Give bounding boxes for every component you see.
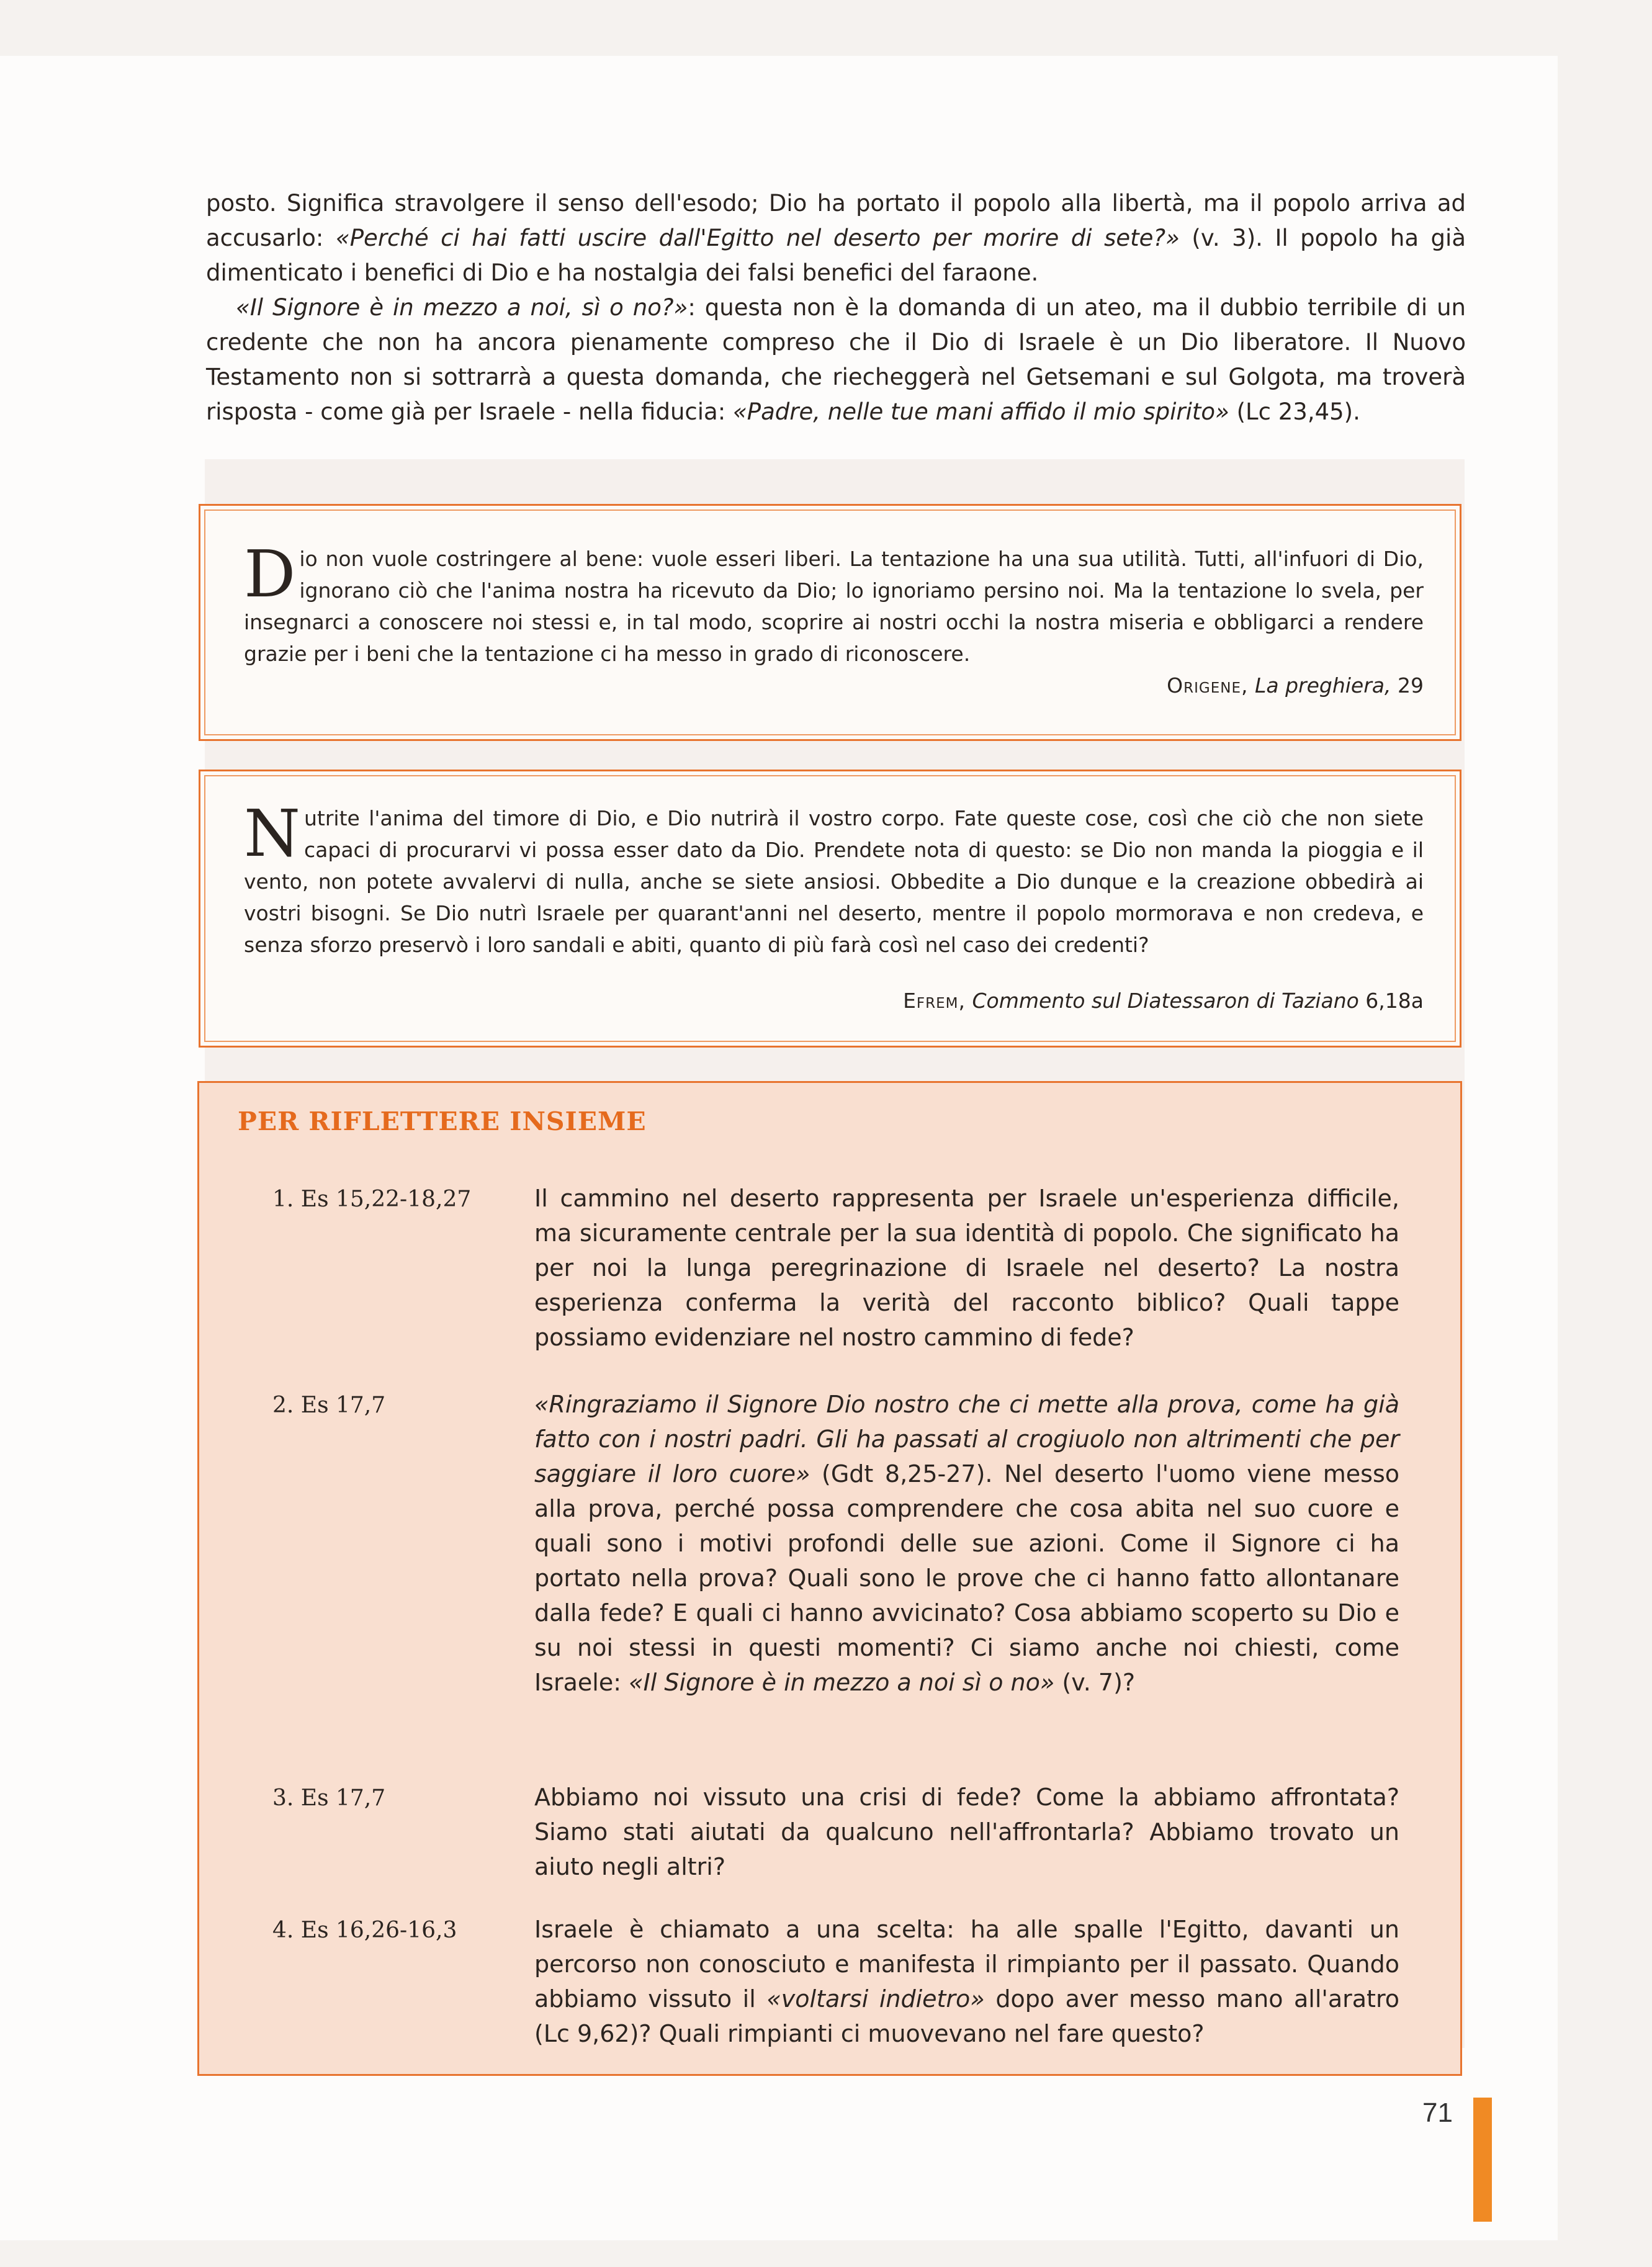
intro-p2-text-a: : questa non è la domanda di un ateo, ma il dubbio terribile di un credente che non ha ancora pienamente compreso che il Dio di Israele è un Dio liberatore. Il Nuovo Testamento non si sottrarrà a questa domanda, che riecheggerà nel Getsemani e sul Golgota, ma troverà risposta - come già per Israele - nella fiducia: bbox=[206, 294, 1466, 425]
reflection-text-2-body-a: (Gdt 8,25-27). Nel deserto l'uomo viene messo alla prova, perché possa comprendere che cosa abita nel suo cuore e quali sono i motivi profondi delle sue azioni. Come il Signore ci ha portato nella prova? Quali sono le prove che ci hanno fatto allontanare dalla fede? E quali ci hanno avvicinato? Cosa abbiamo scoperto su Dio e su noi stessi in questi momenti? Ci siamo anche noi chiesti, come Israele: bbox=[534, 1460, 1400, 1696]
quote-box-efrem bbox=[199, 770, 1461, 1048]
reflection-text-2 bbox=[534, 1387, 1399, 1700]
reflection-text-2-body-b: (v. 7)? bbox=[1054, 1669, 1136, 1696]
intro-paragraph-2 bbox=[206, 290, 1466, 429]
intro-p2-quote-2: «Padre, nelle tue mani affido il mio spirito» bbox=[732, 398, 1229, 425]
reflection-text-3-body: Abbiamo noi vissuto una crisi di fede? Come la abbiamo affrontata? Siamo stati aiutati da qualcuno nell'affrontarla? Abbiamo trovato un aiuto negli altri? bbox=[534, 1784, 1399, 1880]
author-efrem: Efrem, bbox=[903, 989, 966, 1013]
intro-paragraph-1 bbox=[206, 186, 1466, 290]
work-origene: La preghiera, bbox=[1254, 673, 1391, 698]
reflection-ref-1: 1. Es 15,22-18,27 bbox=[272, 1187, 472, 1212]
ref-efrem: 6,18a bbox=[1358, 989, 1424, 1013]
ref-origene: 29 bbox=[1391, 673, 1424, 698]
reflection-ref-3: 3. Es 17,7 bbox=[272, 1785, 386, 1811]
intro-p1-text-b: (v. 3). Il popolo ha già dimenticato i benefici di Dio e ha nostalgia dei falsi benefici del faraone. bbox=[206, 225, 1466, 286]
intro-p2-quote-1: «Il Signore è in mezzo a noi, sì o no?» bbox=[236, 294, 688, 321]
dropcap-d: D bbox=[244, 536, 296, 612]
attribution-efrem bbox=[903, 989, 1424, 1013]
reflection-ref-4: 4. Es 16,26-16,3 bbox=[272, 1918, 457, 1943]
page-edge-bar bbox=[1473, 2098, 1492, 2222]
reflection-box bbox=[197, 1081, 1462, 2076]
reflection-text-4 bbox=[534, 1912, 1399, 2051]
reflection-text-4-body-b: dopo aver messo mano all'aratro (Lc 9,62)? Quali rimpianti ci muovevano nel fare questo? bbox=[534, 1985, 1399, 2047]
quote-body-origene: io non vuole costringere al bene: vuole esseri liberi. La tentazione ha una sua utilità. Tutti, all'infuori di Dio, ignorano ciò che l'anima nostra ha ricevuto da Dio; lo ignoriamo persino noi. Ma la tentazione lo svela, per insegnarci a conoscere noi stessi e, in tal modo, scoprire ai nostri occhi la nostra miseria e obbligarci a rendere grazie per i beni che la tentazione ci ha messo in grado di riconoscere. bbox=[244, 547, 1424, 666]
reflection-text-1 bbox=[534, 1181, 1399, 1355]
quote-body-efrem: utrite l'anima del timore di Dio, e Dio nutrirà il vostro corpo. Fate queste cose, così che ciò che non siete capaci di procurarvi vi possa esser dato da Dio. Prendete nota di questo: se Dio non manda la pioggia e il vento, non potete avvalervi di nulla, anche se siete ansiosi. Obbedite a Dio dunque e la creazione obbedirà ai vostri bisogni. Se Dio nutrì Israele per quarant'anni nel deserto, mentre il popolo mormorava e non credeva, e senza sforzo preservò i loro sandali e abiti, quanto di più farà così nel caso dei credenti? bbox=[244, 806, 1424, 957]
reflection-text-4-quote: «voltarsi indietro» bbox=[766, 1985, 985, 2013]
page-number: 71 bbox=[1422, 2098, 1453, 2128]
author-origene: Origene, bbox=[1167, 673, 1249, 698]
attribution-origene bbox=[1167, 673, 1424, 698]
intro-p1-quote: «Perché ci hai fatti uscire dall'Egitto nel deserto per morire di sete?» bbox=[335, 225, 1180, 251]
reflection-text-1-body: Il cammino nel deserto rappresenta per Israele un'esperienza difficile, ma sicuramente centrale per la sua identità di popolo. Che significato ha per noi la lunga peregrinazione di Israele nel deserto? La nostra esperienza conferma la verità del racconto biblico? Quali tappe possiamo evidenziare nel nostro cammino di fede? bbox=[534, 1185, 1399, 1351]
reflection-text-3 bbox=[534, 1780, 1399, 1884]
work-efrem: Commento sul Diatessaron di Taziano bbox=[972, 989, 1359, 1013]
reflection-text-2-quote-2: «Il Signore è in mezzo a noi sì o no» bbox=[629, 1669, 1055, 1696]
reflection-title: PER RIFLETTERE INSIEME bbox=[238, 1107, 647, 1136]
reflection-ref-2: 2. Es 17,7 bbox=[272, 1393, 386, 1418]
dropcap-n: N bbox=[244, 796, 300, 871]
intro-p1-text-a: posto. Significa stravolgere il senso dell'esodo; Dio ha portato il popolo alla libertà, ma il popolo arriva ad accusarlo: bbox=[206, 190, 1466, 251]
intro-text bbox=[206, 186, 1466, 429]
reflection-text-4-body-a: Israele è chiamato a una scelta: ha alle spalle l'Egitto, davanti un percorso non conosciuto e manifesta il rimpianto per il passato. Quando abbiamo vissuto il bbox=[534, 1916, 1399, 2013]
quote-text-efrem bbox=[244, 796, 1424, 961]
quote-text-origene bbox=[244, 536, 1424, 670]
reflection-text-2-quote: «Ringraziamo il Signore Dio nostro che ci mette alla prova, come ha già fatto con i nostri padri. Gli ha passati al crogiuolo non altrimenti che per saggiare il loro cuore» bbox=[534, 1391, 1399, 1488]
quote-box-origene bbox=[199, 504, 1461, 741]
intro-p2-text-b: (Lc 23,45). bbox=[1229, 398, 1360, 425]
